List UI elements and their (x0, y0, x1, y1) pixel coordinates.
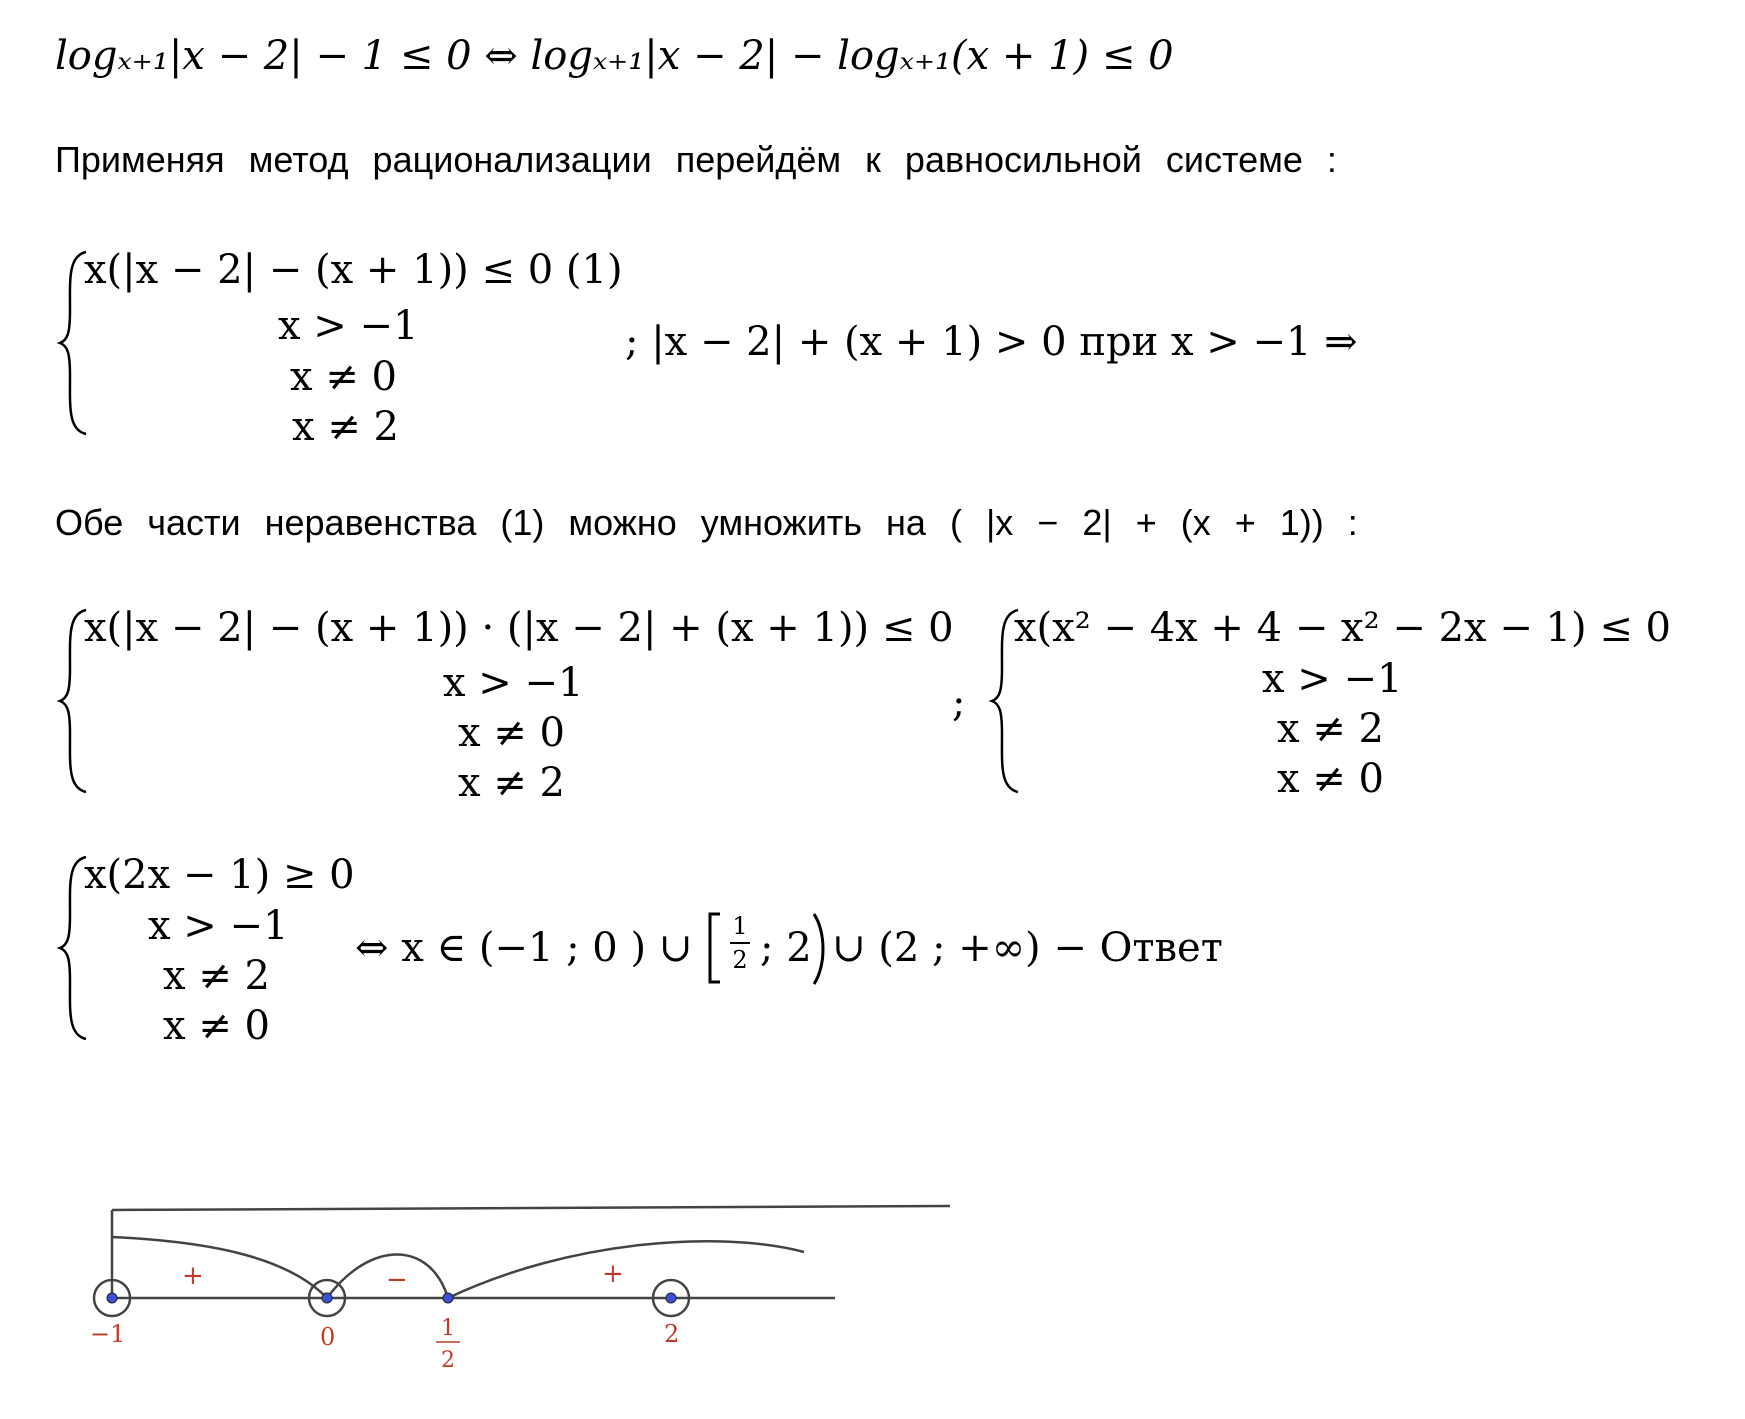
label-0: 0 (320, 1323, 336, 1351)
system1-row-1: x(|x − 2| − (x + 1)) ≤ 0 (1) (84, 247, 623, 293)
system4-row-1: x(2x − 1) ≥ 0 (84, 852, 355, 898)
point-half (443, 1293, 453, 1303)
system3-row-1: x(x² − 4x + 4 − x² − 2x − 1) ≤ 0 (1014, 605, 1671, 651)
point-minus1 (107, 1293, 117, 1303)
log-equation: logₓ₊₁|x − 2| − 1 ≤ 0 ⇔ logₓ₊₁|x − 2| − logₓ₊₁(x + 1) ≤ 0 (55, 33, 1174, 79)
top-bracket-horizontal (112, 1206, 950, 1210)
point-2 (666, 1293, 676, 1303)
system2-row-2: x > −1 (443, 660, 584, 706)
system1-row-4: x ≠ 2 (292, 404, 399, 450)
label-half-num: 1 (441, 1316, 455, 1341)
label-minus1: −1 (90, 1320, 126, 1348)
left-bracket (706, 912, 724, 984)
system4-row-2: x > −1 (148, 903, 289, 949)
sign-minus: − (386, 1265, 408, 1295)
point-0 (322, 1293, 332, 1303)
system1-row-2: x > −1 (278, 303, 419, 349)
label-half-den: 2 (441, 1348, 455, 1373)
system3-row-4: x ≠ 0 (1277, 756, 1384, 802)
system2-row-4: x ≠ 2 (458, 760, 565, 806)
multiply-text: Обе части неравенства (1) можно умножить на ( |x − 2| + (x + 1)) : (55, 502, 1358, 543)
answer-part2: ; 2 (760, 925, 812, 971)
arc-plus-right (448, 1241, 804, 1298)
system1-side-note: ; |x − 2| + (x + 1) > 0 при x > −1 ⇒ (625, 319, 1358, 365)
fraction-numerator: 1 (732, 912, 748, 940)
answer-part3: ∪ (2 ; +∞) − Ответ (832, 925, 1223, 971)
system1-row-3: x ≠ 0 (290, 354, 397, 400)
system4-row-4: x ≠ 0 (163, 1003, 270, 1049)
arc-plus-left (112, 1237, 327, 1298)
right-paren (810, 912, 828, 986)
system4-row-3: x ≠ 2 (163, 953, 270, 999)
separator: ; (952, 680, 966, 726)
fraction-denominator: 2 (732, 946, 748, 974)
answer-fraction (728, 914, 752, 972)
system3-row-2: x > −1 (1262, 656, 1403, 702)
label-2: 2 (664, 1320, 680, 1348)
fraction-bar (730, 942, 750, 944)
system2-row-1: x(|x − 2| − (x + 1)) · (|x − 2| + (x + 1)) ≤ 0 (84, 605, 954, 651)
rationalization-text: Применяя метод рационализации перейдём к равносильной системе : (55, 139, 1337, 180)
system2-row-3: x ≠ 0 (458, 710, 565, 756)
sign-plus-1: + (182, 1261, 204, 1291)
sign-plus-2: + (602, 1259, 624, 1289)
system3-row-3: x ≠ 2 (1277, 706, 1384, 752)
number-line-diagram (70, 1180, 970, 1400)
answer-part1: ⇔ x ∈ (−1 ; 0 ) ∪ (355, 925, 693, 971)
